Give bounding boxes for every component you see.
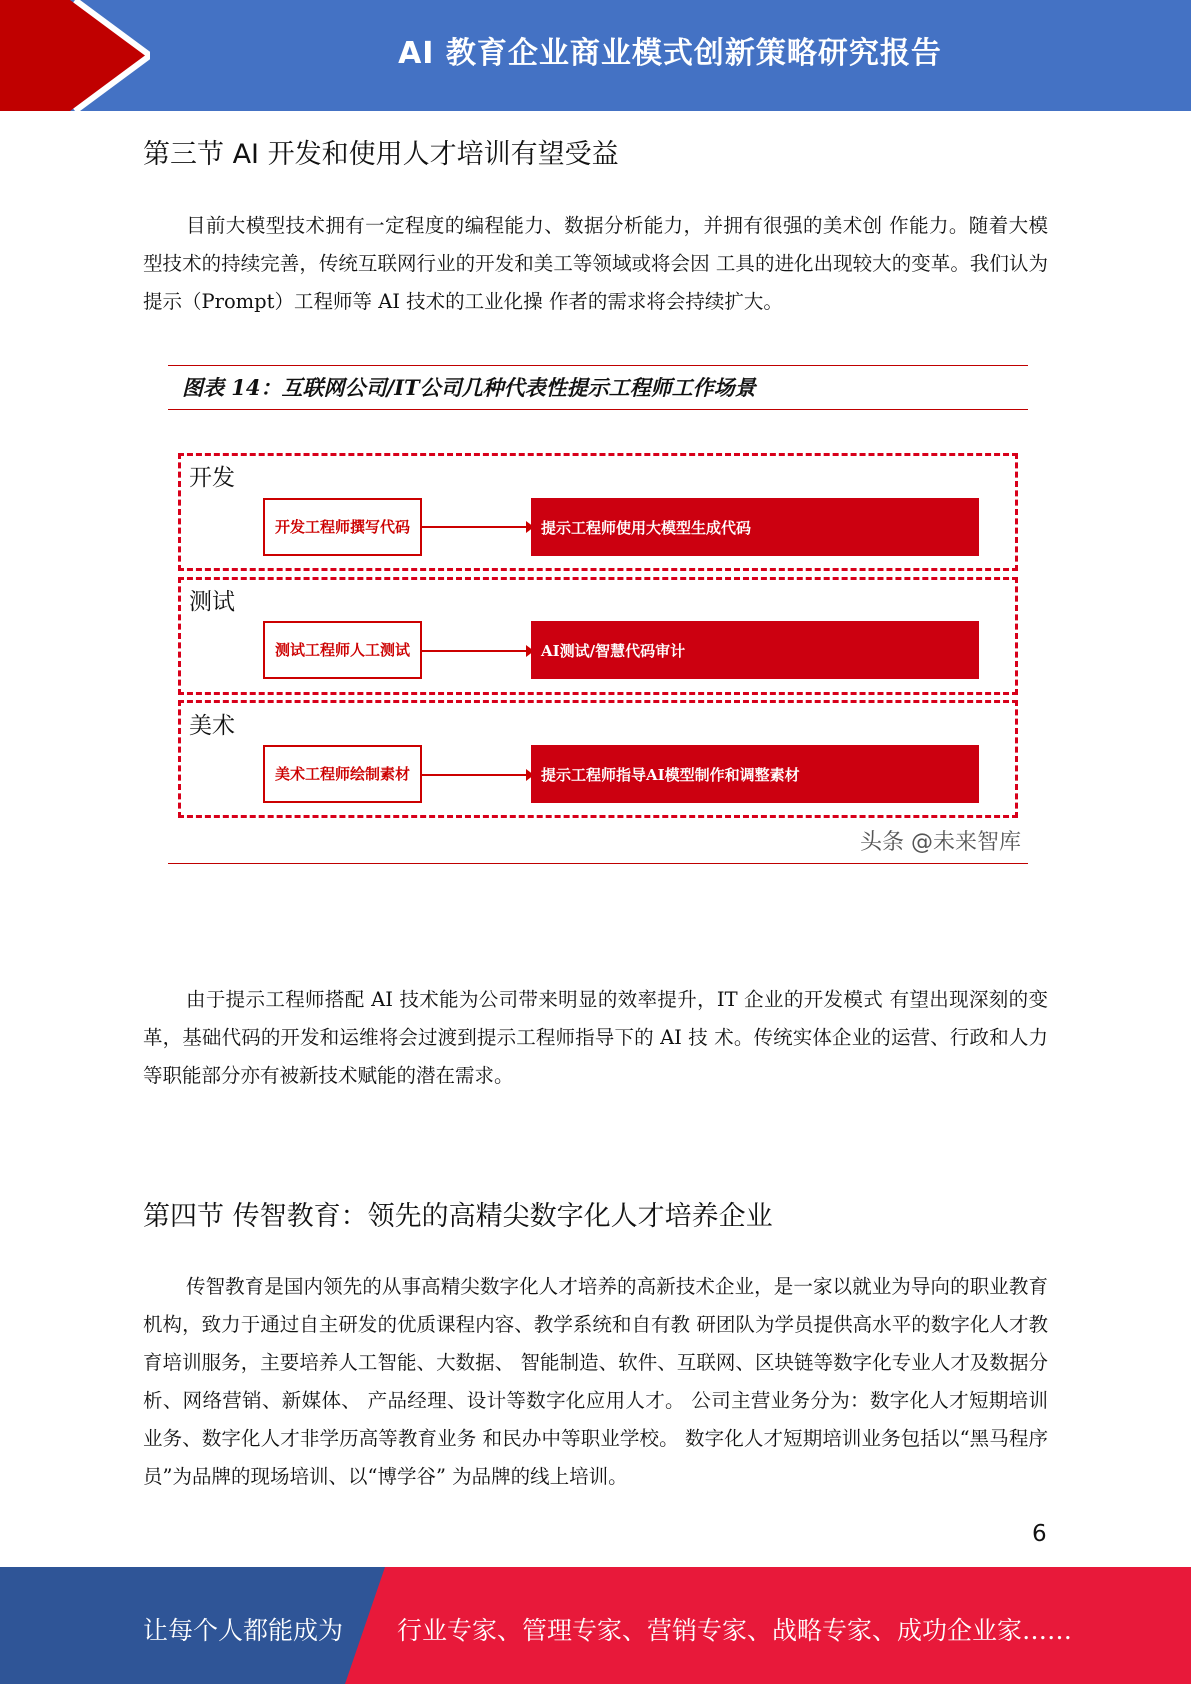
arrow-icon xyxy=(422,526,532,528)
figure-title-rule xyxy=(168,409,1028,410)
body-paragraph: 由于提示工程师搭配 AI 技术能为公司带来明显的效率提升，IT 企业的开发模式 有望出现深刻的变革，基础代码的开发和运维将会过渡到提示工程师指导下的 AI 技 术。传统实体企业的运营、行政和人力等职能部分亦有被新技术赋能的潜在需求。 xyxy=(143,988,1048,1087)
figure-top-rule xyxy=(168,365,1028,366)
watermark: 头条 @未来智库 xyxy=(860,830,1021,855)
footer-slogan-left: 让每个人都能成为 xyxy=(143,1616,344,1645)
footer-slogan-right: 行业专家、管理专家、营销专家、战略专家、成功企业家…… xyxy=(397,1616,1073,1645)
row-label: 测试 xyxy=(189,589,235,615)
row-label: 美术 xyxy=(189,713,235,739)
body-paragraph: 目前大模型技术拥有一定程度的编程能力、数据分析能力，并拥有很强的美术创 作能力。随着大模型技术的持续完善，传统互联网行业的开发和美工等领域或将会因 工具的进化出现较大的变革。我们认为提示（Prompt）工程师等 AI 技术的工业化操 作者的需求将会持续扩大。 xyxy=(143,214,1048,313)
section-heading: 第三节 AI 开发和使用人才培训有望受益 xyxy=(143,139,619,170)
traditional-role-box: 开发工程师撰写代码 xyxy=(263,498,422,556)
arrow-icon xyxy=(422,774,532,776)
ai-role-box: AI测试/智慧代码审计 xyxy=(531,621,979,679)
figure-title: 图表 14：互联网公司/IT公司几种代表性提示工程师工作场景 xyxy=(182,375,756,400)
page-number: 6 xyxy=(1032,1521,1047,1547)
ai-role-box: 提示工程师使用大模型生成代码 xyxy=(531,498,979,556)
body-paragraph: 传智教育是国内领先的从事高精尖数字化人才培养的高新技术企业，是一家以就业为导向的职业教育机构，致力于通过自主研发的优质课程内容、教学系统和自有教 研团队为学员提供高水平的数字化人才教育培训服务，主要培养人工智能、大数据、 智能制造、软件、互联网、区块链等数字化专业人才及数据分析、网络营销、新媒体、 产品经理、设计等数字化应用人才。 公司主营业务分为：数字化人才短期培训业务、数字化人才非学历高等教育业务 和民办中等职业学校。 数字化人才短期培训业务包括以“黑马程序员”为品牌的现场培训、以“博学谷” 为品牌的线上培训。 xyxy=(143,1275,1048,1488)
figure-bottom-rule xyxy=(168,863,1028,864)
header-chevron-decoration xyxy=(0,0,150,111)
row-label: 开发 xyxy=(189,465,235,491)
arrow-icon xyxy=(422,650,532,652)
page-header xyxy=(0,0,1191,111)
report-title: AI 教育企业商业模式创新策略研究报告 xyxy=(398,36,942,71)
ai-role-box: 提示工程师指导AI模型制作和调整素材 xyxy=(531,745,979,803)
traditional-role-box: 美术工程师绘制素材 xyxy=(263,745,422,803)
traditional-role-box: 测试工程师人工测试 xyxy=(263,621,422,679)
section-heading: 第四节 传智教育：领先的高精尖数字化人才培养企业 xyxy=(143,1201,773,1232)
